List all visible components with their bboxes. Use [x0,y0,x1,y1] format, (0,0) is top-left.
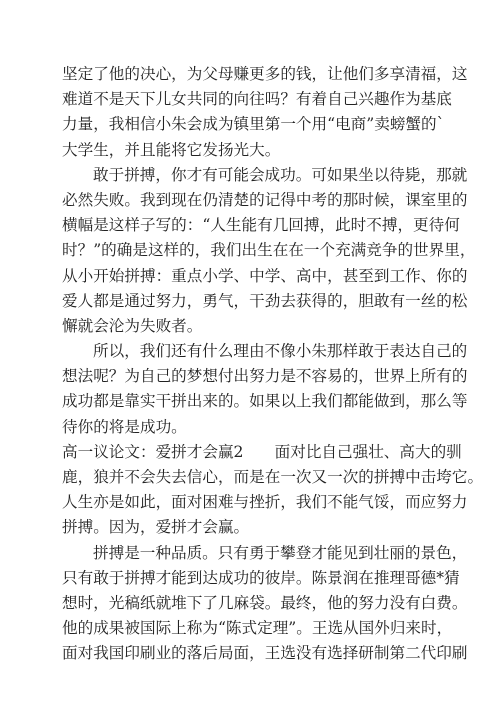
text-line: 拼搏是一种品质。只有勇于攀登才能见到壮丽的景色， [93,543,468,562]
text-line: 时？”的确是这样的，我们出生在在一个充满竞争的世界里， [62,241,476,260]
text-line: 难道不是天下儿女共同的向往吗？有着自己兴趣作为基底 [62,90,452,109]
text-line: 想时，光稿纸就堆下了几麻袋。最终，他的努力没有白费。 [62,593,468,612]
text-line: 人生亦是如此，面对困难与挫折，我们不能气馁，而应努力 [62,493,468,512]
text-line: 面对我国印刷业的落后局面，王选没有选择研制第二代印刷 [62,644,468,663]
text-line: 力量，我相信小朱会成为镇里第一个用“电商”卖螃蟹的` [62,115,445,134]
document-body [62,62,484,667]
text-line: 成功都是靠实干拼出来的。如果以上我们都能做到，那么等 [62,392,468,411]
text-line: 爱人都是通过努力，勇气，干劲去获得的，胆敢有一丝的松 [62,291,468,310]
text-line: 只有敢于拼搏才能到达成功的彼岸。陈景润在推理哥德*猜 [62,568,460,587]
text-line: 懈就会沦为失败者。 [62,316,203,335]
text-line: 从小开始拼搏：重点小学、中学、高中，甚至到工作、你的 [62,266,468,285]
text-line: 坚定了他的决心，为父母赚更多的钱，让他们多享清福，这 [62,65,468,83]
text-line: 想法呢？为自己的梦想付出努力是不容易的，世界上所有的 [62,367,468,386]
text-line: 鹿，狼并不会失去信心，而是在一次又一次的拼搏中击垮它。 [62,468,484,486]
text-line: 所以，我们还有什么理由不像小朱那样敢于表达自己的 [93,342,468,361]
text-line: 大学生，并且能将它发扬光大。 [62,140,281,159]
text-line: 高一议论文：爱拼才会赢2 面对比自己强壮、高大的驯 [62,442,462,461]
text-line: 横幅是这样子写的：“人生能有几回搏，此时不搏，更待何 [62,216,460,235]
text-line: 待你的将是成功。 [62,417,187,436]
text-line: 必然失败。我到现在仍清楚的记得中考的那时候，课室里的 [62,190,468,209]
text-line: 敢于拼搏，你才有可能会成功。可如果坐以待毙，那就 [93,165,468,184]
text-line: 拼搏。因为，爱拼才会赢。 [62,518,250,537]
text-line: 他的成果被国际上称为“陈式定理”。王选从国外归来时， [62,619,453,638]
